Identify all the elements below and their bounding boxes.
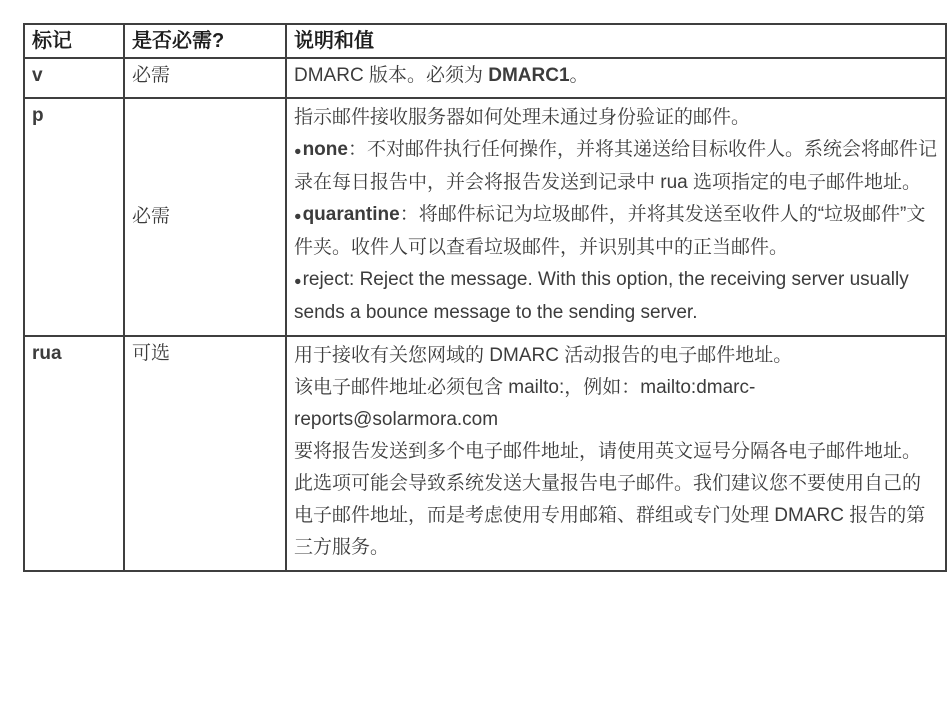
column-header-required: 是否必需? bbox=[124, 24, 286, 58]
desc-paragraph bbox=[294, 340, 937, 372]
table-row-rua bbox=[24, 336, 946, 571]
column-header-tag: 标记 bbox=[24, 24, 124, 58]
bullet-icon: ● bbox=[294, 274, 303, 288]
text-segment-bold: quarantine bbox=[302, 204, 400, 225]
desc-paragraph bbox=[294, 468, 937, 564]
text-segment: 要将报告发送到多个电子邮件地址，请使用英文逗号分隔各电子邮件地址。 bbox=[294, 441, 922, 462]
tag-cell-rua: rua bbox=[24, 336, 124, 571]
header-row bbox=[24, 24, 946, 58]
text-segment: ：将邮件标记为垃圾邮件，并将其发送至收件人的“垃圾邮件”文件夹。收件人可以查看垃圾邮件，并识别其中的正当邮件。 bbox=[294, 204, 926, 258]
tag-cell-p: p bbox=[24, 98, 124, 336]
desc-paragraph bbox=[294, 61, 937, 91]
desc-paragraph bbox=[294, 134, 937, 199]
required-cell-rua: 可选 bbox=[124, 336, 286, 571]
text-segment: 用于接收有关您网域的 DMARC 活动报告的电子邮件地址。 bbox=[294, 345, 793, 366]
description-cell-p bbox=[286, 98, 946, 336]
text-segment: 该电子邮件地址必须包含 mailto:，例如：mailto:dmarc-reports@solarmora.com bbox=[294, 377, 756, 430]
desc-paragraph bbox=[294, 264, 937, 329]
desc-paragraph bbox=[294, 436, 937, 468]
text-segment-bold: DMARC1 bbox=[488, 65, 570, 86]
required-cell-v: 必需 bbox=[124, 58, 286, 98]
table-row-v bbox=[24, 58, 946, 98]
tag-cell-v: v bbox=[24, 58, 124, 98]
description-cell-rua bbox=[286, 336, 946, 571]
description-cell-v bbox=[286, 58, 946, 98]
table-row-p bbox=[24, 98, 946, 336]
bullet-icon: ● bbox=[294, 144, 303, 158]
text-segment-bold: none bbox=[302, 139, 348, 160]
text-segment: 此选项可能会导致系统发送大量报告电子邮件。我们建议您不要使用自己的电子邮件地址，而是考虑使用专用邮箱、群组或专门处理 DMARC 报告的第三方服务。 bbox=[294, 473, 926, 558]
required-cell-p: 必需 bbox=[124, 98, 286, 336]
desc-paragraph bbox=[294, 372, 937, 436]
desc-paragraph bbox=[294, 102, 937, 134]
bullet-icon: ● bbox=[294, 209, 303, 223]
column-header-description: 说明和值 bbox=[286, 24, 946, 58]
text-segment: reject: Reject the message. With this option, the receiving server usually sends a bounce message to the sending server. bbox=[294, 269, 909, 323]
text-segment: ：不对邮件执行任何操作，并将其递送给目标收件人。系统会将邮件记录在每日报告中，并会将报告发送到记录中 rua 选项指定的电子邮件地址。 bbox=[294, 139, 937, 193]
dmarc-tags-table bbox=[23, 23, 947, 572]
desc-paragraph bbox=[294, 199, 937, 264]
text-segment: DMARC 版本。必须为 bbox=[294, 65, 489, 86]
text-segment: 。 bbox=[569, 65, 589, 86]
text-segment: 指示邮件接收服务器如何处理未通过身份验证的邮件。 bbox=[294, 107, 751, 128]
